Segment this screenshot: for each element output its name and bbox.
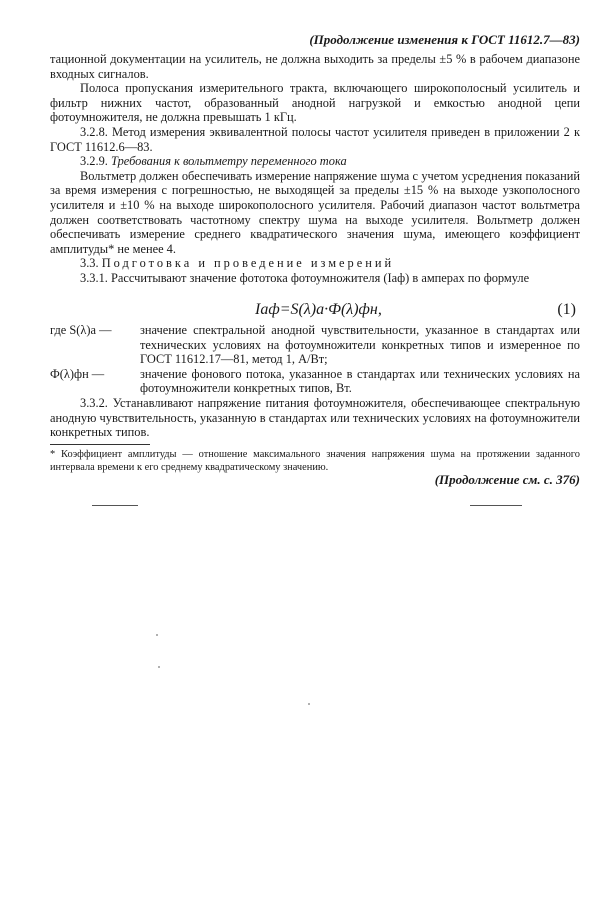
section-title-33: Подготовка и проведение измерений — [101, 256, 395, 271]
scan-speck — [158, 666, 160, 668]
paragraph-continuation: тационной документации на усилитель, не должна выходить за пределы ±5 % в рабочем диапазоне входных сигналов. — [50, 52, 580, 81]
body-text-upper — [50, 52, 580, 286]
body-text-lower — [50, 396, 580, 440]
scan-speck — [308, 703, 310, 705]
section-title-329: Требования к вольтметру переменного тока — [111, 154, 347, 169]
bottom-rule-right — [470, 505, 522, 506]
heading-33 — [50, 256, 580, 271]
paragraph-328: 3.2.8. Метод измерения эквивалентной полосы частот усилителя приведен в приложении 2 к ГОСТ 11612.6—83. — [50, 124, 580, 154]
scan-speck — [156, 634, 158, 636]
formula-expression: Iаф=S(λ)а·Ф(λ)фн, — [255, 301, 382, 318]
section-number-329: 3.2.9. — [80, 154, 108, 169]
definition-item — [50, 367, 580, 396]
where-word: где — [50, 323, 67, 337]
paragraph-331: 3.3.1. Рассчитывают значение фототока фотоумножителя (Iаф) в амперах по формуле — [80, 270, 530, 285]
definitions-block — [50, 323, 580, 396]
definition-text: значение фонового потока, указанное в стандартах или технических условиях на фотоумножители конкретных типов, Вт. — [140, 366, 580, 396]
section-number-33: 3.3. — [80, 256, 99, 271]
footnote: * Коэффициент амплитуды — отношение максимального значения напряжения шума на протяжении заданного интервала времени к его среднему квадратическому значению. — [50, 449, 580, 473]
bottom-rule-left — [92, 505, 138, 506]
heading-329 — [50, 154, 580, 169]
formula-number: (1) — [557, 301, 576, 318]
footnote-divider — [50, 444, 150, 445]
paragraph-332: 3.3.2. Устанавливают напряжение питания фотоумножителя, обеспечивающее спектральную анодную чувствительность, указанную в стандартах или технических условиях на фотоумножители конкретных типов. — [50, 396, 580, 440]
definition-term: где S(λ)а — — [50, 323, 112, 337]
continuation-note: (Продолжение см. с. 376) — [434, 472, 580, 487]
formula-line — [50, 301, 580, 316]
paragraph-bandwidth: Полоса пропускания измерительного тракта, включающего широкополосный усилитель и фильтр нижних частот, образованный анодной нагрузкой и емкостью анодной цепи фотоумножителя, не должна превышать 1 кГц. — [50, 81, 580, 125]
running-header: (Продолжение изменения к ГОСТ 11612.7—83) — [309, 32, 580, 47]
paragraph-voltmeter: Вольтметр должен обеспечивать измерение напряжение шума с учетом усреднения показаний за время измерения с погрешностью, не выходящей за пределы ±15 % на выходе узкополосного усилителя и ±10 % на выходе широкополосного усилителя. Рабочий диапазон частот вольтметра должен соответствовать частотному спектру шума на выходе усилителя. Вольтметр должен обеспечивать измерение среднего квадратического значения шума, имеющего коэффициент амплитуды* не менее 4. — [50, 168, 580, 256]
definition-term: Ф(λ)фн — — [50, 366, 105, 381]
definition-text: значение спектральной анодной чувствительности, указанное в стандартах или технических условиях на фотоумножители конкретных типов и измеренное по ГОСТ 11612.17—81, метод 1, А/Вт; — [140, 323, 580, 367]
definition-item — [50, 323, 580, 367]
